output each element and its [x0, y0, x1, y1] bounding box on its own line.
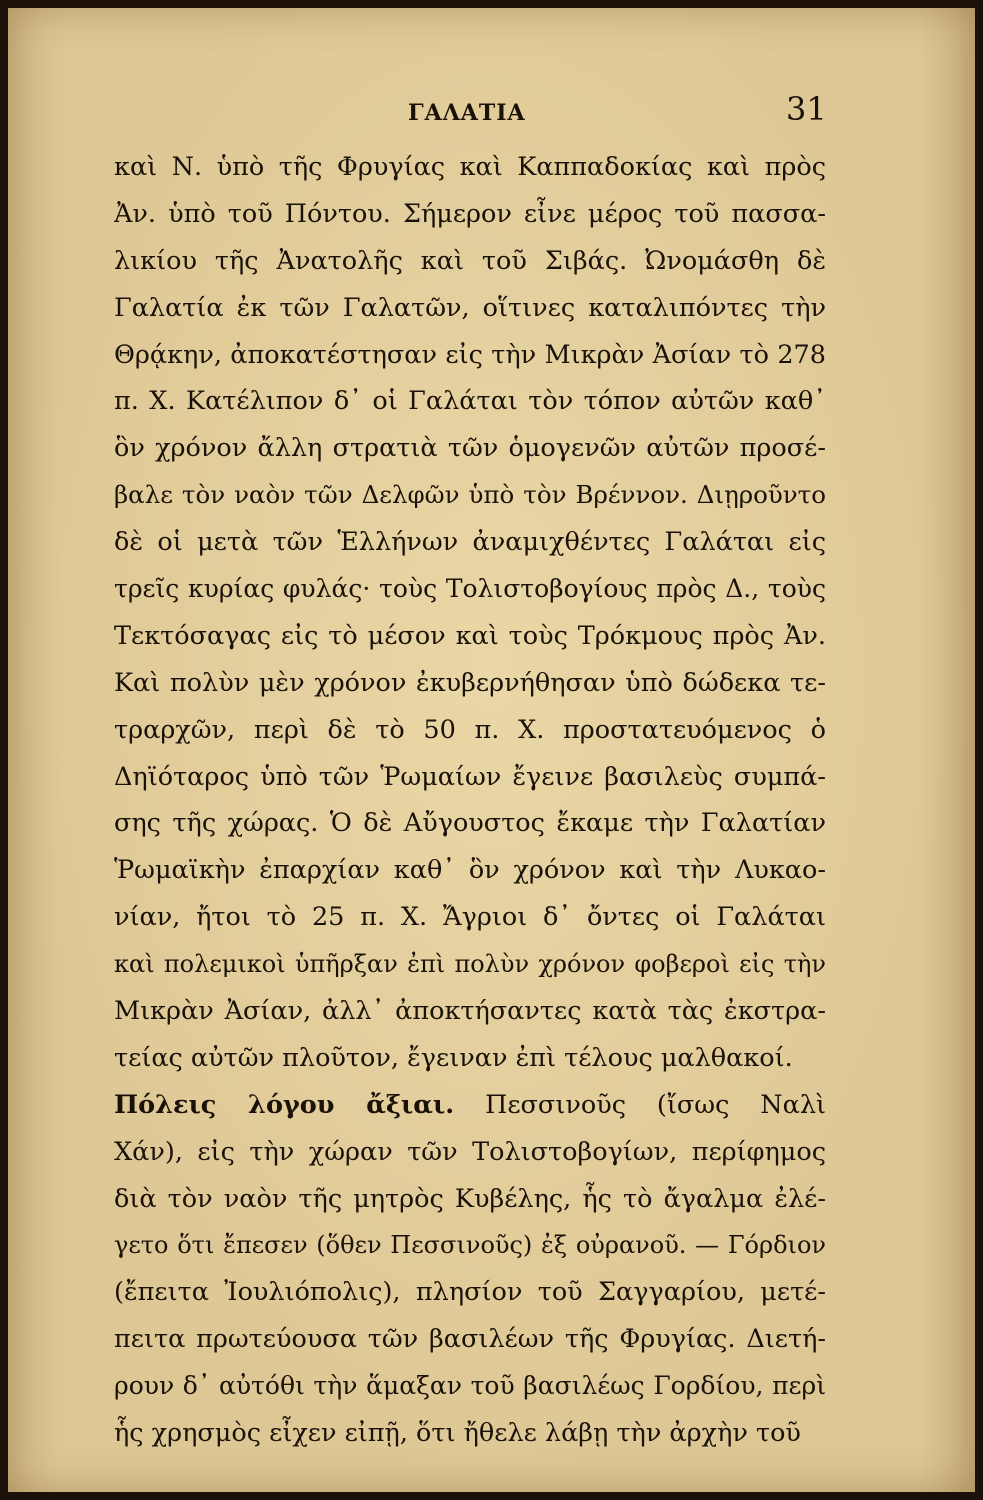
text-line: καὶ Ν. ὑπὸ τῆς Φρυγίας καὶ Καππαδοκίας καὶ πρὸς	[114, 152, 826, 182]
section-heading: Πόλεις λόγου ἄξιαι.	[114, 1089, 455, 1120]
text-line: Μικρὰν Ἀσίαν, ἀλλ᾽ ἀποκτήσαντες κατὰ τὰς ἐκστρα-	[114, 996, 826, 1027]
text-line: (ἔπειτα Ἰουλιόπολις), πλησίον τοῦ Σαγγαρίου, μετέ-	[114, 1277, 826, 1308]
text-line: ἧς χρησμὸς εἶχεν εἰπῇ, ὅτι ἤθελε λάβῃ τὴν ἀρχὴν τοῦ	[114, 1418, 801, 1449]
text-line: τρεῖς κυρίας φυλάς· τοὺς Τολιστοβογίους πρὸς Δ., τοὺς	[114, 574, 826, 604]
text-line: Γαλατία ἐκ τῶν Γαλατῶν, οἵτινες καταλιπόντες τὴν	[114, 292, 826, 323]
text-line: Χάν), εἰς τὴν χώραν τῶν Τολιστοβογίων, περίφημος	[114, 1136, 826, 1167]
book-page	[8, 8, 975, 1492]
text-line: Τεκτόσαγας εἰς τὸ μέσον καὶ τοὺς Τρόκμους πρὸς Ἀν.	[114, 620, 826, 651]
text-line: καὶ πολεμικοὶ ὑπῆρξαν ἐπὶ πολὺν χρόνον φοβεροὶ εἰς τὴν	[114, 950, 826, 979]
text-line: βαλε τὸν ναὸν τῶν Δελφῶν ὑπὸ τὸν Βρέννον. Διῃροῦντο	[114, 480, 826, 510]
section-heading-line	[114, 1082, 826, 1129]
text-line: Ῥωμαϊκὴν ἐπαρχίαν καθ᾽ ὃν χρόνον καὶ τὴν Λυκαο-	[114, 855, 826, 886]
text-line: λικίου τῆς Ἀνατολῆς καὶ τοῦ Σιβάς. Ὠνομάσθη δὲ	[114, 245, 826, 276]
text-line: Θρᾴκην, ἀποκατέστησαν εἰς τὴν Μικρὰν Ἀσίαν τὸ 278	[114, 339, 826, 370]
text-line: πειτα πρωτεύουσα τῶν βασιλέων τῆς Φρυγίας. Διετή-	[114, 1324, 826, 1355]
text-line: τραρχῶν, περὶ δὲ τὸ 50 π. Χ. προστατευόμενος ὁ	[114, 714, 826, 745]
text-line: Ἀν. ὑπὸ τοῦ Πόντου. Σήμερον εἶνε μέρος τοῦ πασσα-	[114, 198, 826, 229]
text-line: ρουν δ᾽ αὐτόθι τὴν ἅμαξαν τοῦ βασιλέως Γορδίου, περὶ	[114, 1371, 826, 1401]
text-line: Δηϊόταρος ὑπὸ τῶν Ῥωμαίων ἔγεινε βασιλεὺς συμπά-	[114, 761, 826, 792]
running-title: ΓΑΛΑΤΙΑ	[408, 100, 526, 126]
text-line: Καὶ πολὺν μὲν χρόνον ἐκυβερνήθησαν ὑπὸ δώδεκα τε-	[114, 667, 826, 698]
text-line: ὃν χρόνον ἄλλη στρατιὰ τῶν ὁμογενῶν αὐτῶν προσέ-	[114, 433, 826, 464]
section-heading-rest: Πεσσινοῦς (ἴσως Ναλὶ	[454, 1089, 826, 1120]
text-line: δὲ οἱ μετὰ τῶν Ἑλλήνων ἀναμιχθέντες Γαλάται εἰς	[114, 527, 826, 558]
text-line: π. Χ. Κατέλιπον δ᾽ οἱ Γαλάται τὸν τόπον αὐτῶν καθ᾽	[114, 386, 826, 417]
body-text	[114, 144, 826, 1457]
text-line: νίαν, ἤτοι τὸ 25 π. Χ. Ἄγριοι δ᾽ ὄντες οἱ Γαλάται	[114, 902, 826, 933]
page-number: 31	[786, 90, 827, 128]
page-header	[8, 90, 975, 136]
text-line: διὰ τὸν ναὸν τῆς μητρὸς Κυβέλης, ἧς τὸ ἄγαλμα ἐλέ-	[114, 1183, 826, 1214]
text-line: σης τῆς χώρας. Ὁ δὲ Αὔγουστος ἔκαμε τὴν Γαλατίαν	[114, 808, 826, 839]
text-line: γετο ὅτι ἔπεσεν (ὅθεν Πεσσινοῦς) ἐξ οὐρανοῦ. — Γόρδιον	[114, 1231, 826, 1260]
text-line: τείας αὐτῶν πλοῦτον, ἔγειναν ἐπὶ τέλους μαλθακοί.	[114, 1042, 793, 1073]
